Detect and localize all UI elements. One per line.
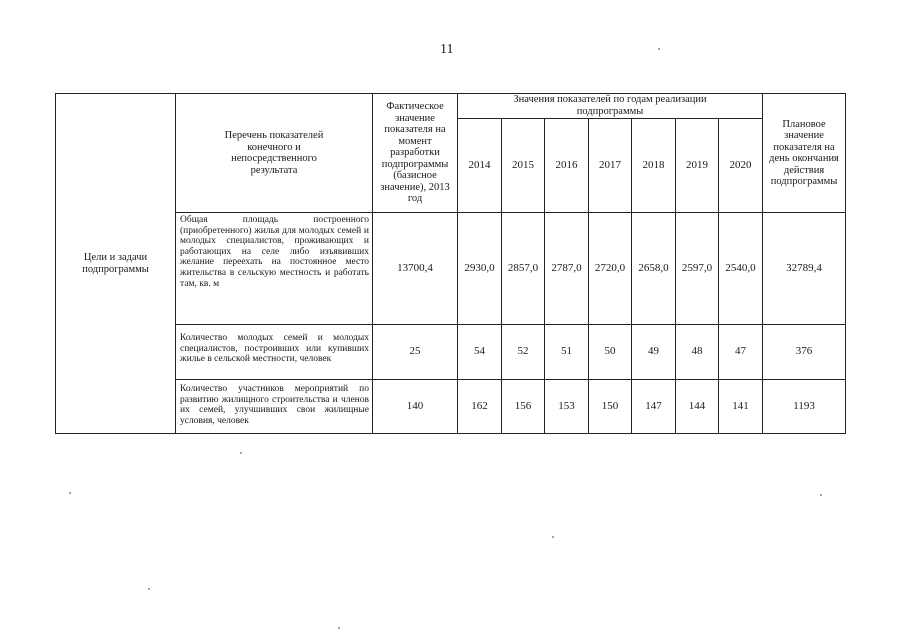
page-number: 11	[440, 42, 454, 57]
year-value: 51	[545, 325, 589, 380]
header-planned: Плановое значение показателя на день окончания действия подпрограммы	[763, 94, 846, 213]
year-value: 144	[676, 380, 719, 434]
baseline-value: 140	[373, 380, 458, 434]
year-cell: 2015	[502, 119, 545, 213]
year-value: 48	[676, 325, 719, 380]
header-indicators: Перечень показателей конечного и непосредственного результата	[176, 94, 373, 213]
header-baseline: Фактическое значение показателя на момент разработки подпрограммы (базисное значение), 2013 год	[373, 94, 458, 213]
scan-speck	[240, 452, 242, 454]
year-value: 2597,0	[676, 213, 719, 325]
year-value: 156	[502, 380, 545, 434]
year-cell: 2018	[632, 119, 676, 213]
year-value: 2720,0	[589, 213, 632, 325]
header-years-group: Значения показателей по годам реализации подпрограммы	[458, 94, 763, 119]
year-value: 147	[632, 380, 676, 434]
indicator-text: Количество молодых семей и молодых специалистов, построивших или купивших жилье в сельской местности, человек	[176, 325, 373, 380]
scan-speck	[820, 494, 822, 496]
year-cell: 2016	[545, 119, 589, 213]
year-cell: 2014	[458, 119, 502, 213]
year-cell: 2017	[589, 119, 632, 213]
year-cell: 2020	[719, 119, 763, 213]
scan-speck	[658, 48, 660, 50]
year-value: 50	[589, 325, 632, 380]
indicator-text: Общая площадь построенного (приобретенного) жилья для молодых семей и молодых специалистов, проживающих и работающих на селе либо изъявивших желание переехать на постоянное место жительства в сельскую местность и работать там, кв. м	[176, 213, 373, 325]
year-value: 2857,0	[502, 213, 545, 325]
year-value: 141	[719, 380, 763, 434]
year-value: 150	[589, 380, 632, 434]
scan-speck	[552, 536, 554, 538]
indicator-text: Количество участников мероприятий по развитию жилищного строительства и членов их семей, улучшивших свои жилищные условия, человек	[176, 380, 373, 434]
year-value: 162	[458, 380, 502, 434]
year-value: 52	[502, 325, 545, 380]
year-value: 2787,0	[545, 213, 589, 325]
year-value: 54	[458, 325, 502, 380]
planned-value: 1193	[763, 380, 846, 434]
header-row	[56, 94, 846, 119]
planned-value: 376	[763, 325, 846, 380]
baseline-value: 13700,4	[373, 213, 458, 325]
year-cell: 2019	[676, 119, 719, 213]
year-value: 2658,0	[632, 213, 676, 325]
scan-speck	[69, 492, 71, 494]
baseline-value: 25	[373, 325, 458, 380]
year-value: 47	[719, 325, 763, 380]
scan-speck	[148, 588, 150, 590]
year-value: 2540,0	[719, 213, 763, 325]
header-goals: Цели и задачи подпрограммы	[56, 94, 176, 434]
planned-value: 32789,4	[763, 213, 846, 325]
scan-speck	[338, 627, 340, 629]
year-value: 2930,0	[458, 213, 502, 325]
year-value: 153	[545, 380, 589, 434]
year-value: 49	[632, 325, 676, 380]
indicators-table	[55, 93, 846, 434]
